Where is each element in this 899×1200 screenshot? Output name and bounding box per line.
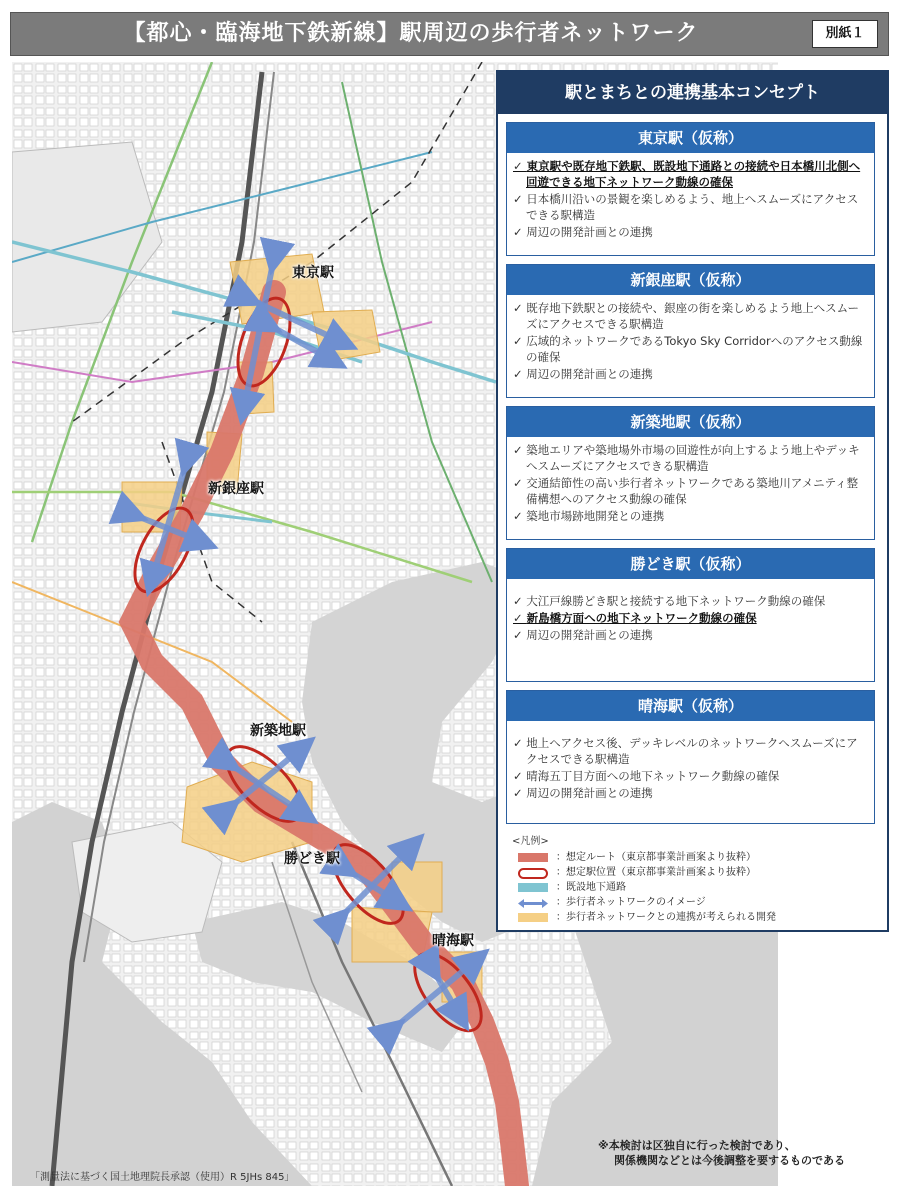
concept-item: ✓ 築地市場跡地開発との連携 [513, 509, 665, 523]
legend-entry-development: ：歩行者ネットワークとの連携が考えられる開発 [512, 910, 872, 925]
section-tokyo [506, 122, 875, 256]
concept-item: ✓ 東京駅や既存地下鉄駅、既設地下通路との接続や日本橋川北側へ回遊できる地下ネットワーク動線の確保 [513, 159, 861, 189]
attachment-badge: 別紙１ [812, 20, 878, 48]
station-label-kachidoki: 勝どき駅 [284, 851, 340, 867]
legend-entry-route: ：想定ルート（東京都事業計画案より抜粋） [512, 850, 872, 865]
concept-item: ✓ 晴海五丁目方面への地下ネットワーク動線の確保 [513, 769, 780, 783]
section-shin-tsukiji [506, 406, 875, 540]
development-swatch [518, 913, 548, 922]
passage-swatch [518, 883, 548, 892]
section-kachidoki [506, 548, 875, 682]
concept-item: ✓ 周辺の開発計画との連携 [513, 367, 653, 381]
legend-title: <凡例> [512, 836, 549, 847]
map-legend [512, 832, 872, 925]
concept-item: ✓ 周辺の開発計画との連携 [513, 628, 653, 642]
legend-entry-passage: ：既設地下通路 [512, 880, 872, 895]
section-title: 新銀座駅（仮称） [507, 265, 874, 295]
route-swatch [518, 853, 548, 862]
concept-item: ✓ 築地エリアや築地場外市場の回遊性が向上するよう地上やデッキへスムーズにアクセスできる駅構造 [513, 443, 860, 473]
concept-item: ✓ 周辺の開発計画との連携 [513, 225, 653, 239]
concept-item: ✓ 広域的ネットワークであるTokyo Sky Corridorへのアクセス動線の確保 [513, 334, 863, 364]
double-arrow-icon [518, 898, 548, 907]
concept-item: ✓ 大江戸線勝どき駅と接続する地下ネットワーク動線の確保 [513, 594, 826, 608]
title-bar [10, 12, 889, 56]
section-title: 東京駅（仮称） [507, 123, 874, 153]
legend-entry-station: ：想定駅位置（東京都事業計画案より抜粋） [512, 865, 872, 880]
concept-item: ✓ 日本橋川沿いの景観を楽しめるよう、地上へスムーズにアクセスできる駅構造 [513, 192, 859, 222]
panel-title: 駅とまちとの連携基本コンセプト [498, 72, 887, 114]
concept-item: ✓ 周辺の開発計画との連携 [513, 786, 653, 800]
page-title: 【都心・臨海地下鉄新線】駅周辺の歩行者ネットワーク [123, 21, 699, 46]
disclaimer-note: ※本検討は区独自に行った検討であり、 関係機関などとは今後調整を要するものである [598, 1139, 845, 1167]
section-harumi [506, 690, 875, 824]
station-label-harumi: 晴海駅 [432, 933, 474, 949]
section-title: 新築地駅（仮称） [507, 407, 874, 437]
section-title: 勝どき駅（仮称） [507, 549, 874, 579]
station-ring-swatch [518, 868, 548, 879]
concept-item: ✓ 既存地下鉄駅との接続や、銀座の街を楽しめるよう地上へスムーズにアクセスできる駅構造 [513, 301, 859, 331]
section-shin-ginza [506, 264, 875, 398]
station-label-shin-tsukiji: 新築地駅 [250, 723, 306, 739]
station-label-shin-ginza: 新銀座駅 [208, 481, 264, 497]
section-title: 晴海駅（仮称） [507, 691, 874, 721]
concept-item: ✓ 交通結節性の高い歩行者ネットワークである築地川アメニティ整備構想へのアクセス動線の確保 [513, 476, 859, 506]
legend-entry-pedestrian: ：歩行者ネットワークのイメージ [512, 895, 872, 910]
concept-item: ✓ 地上へアクセス後、デッキレベルのネットワークへスムーズにアクセスできる駅構造 [513, 736, 858, 766]
concept-item: ✓ 新島橋方面への地下ネットワーク動線の確保 [513, 611, 757, 625]
survey-credit: 「測量法に基づく国土地理院長承認（使用）R 5JHs 845」 [30, 1172, 295, 1183]
concept-panel [496, 70, 889, 932]
station-label-tokyo: 東京駅 [292, 265, 334, 281]
